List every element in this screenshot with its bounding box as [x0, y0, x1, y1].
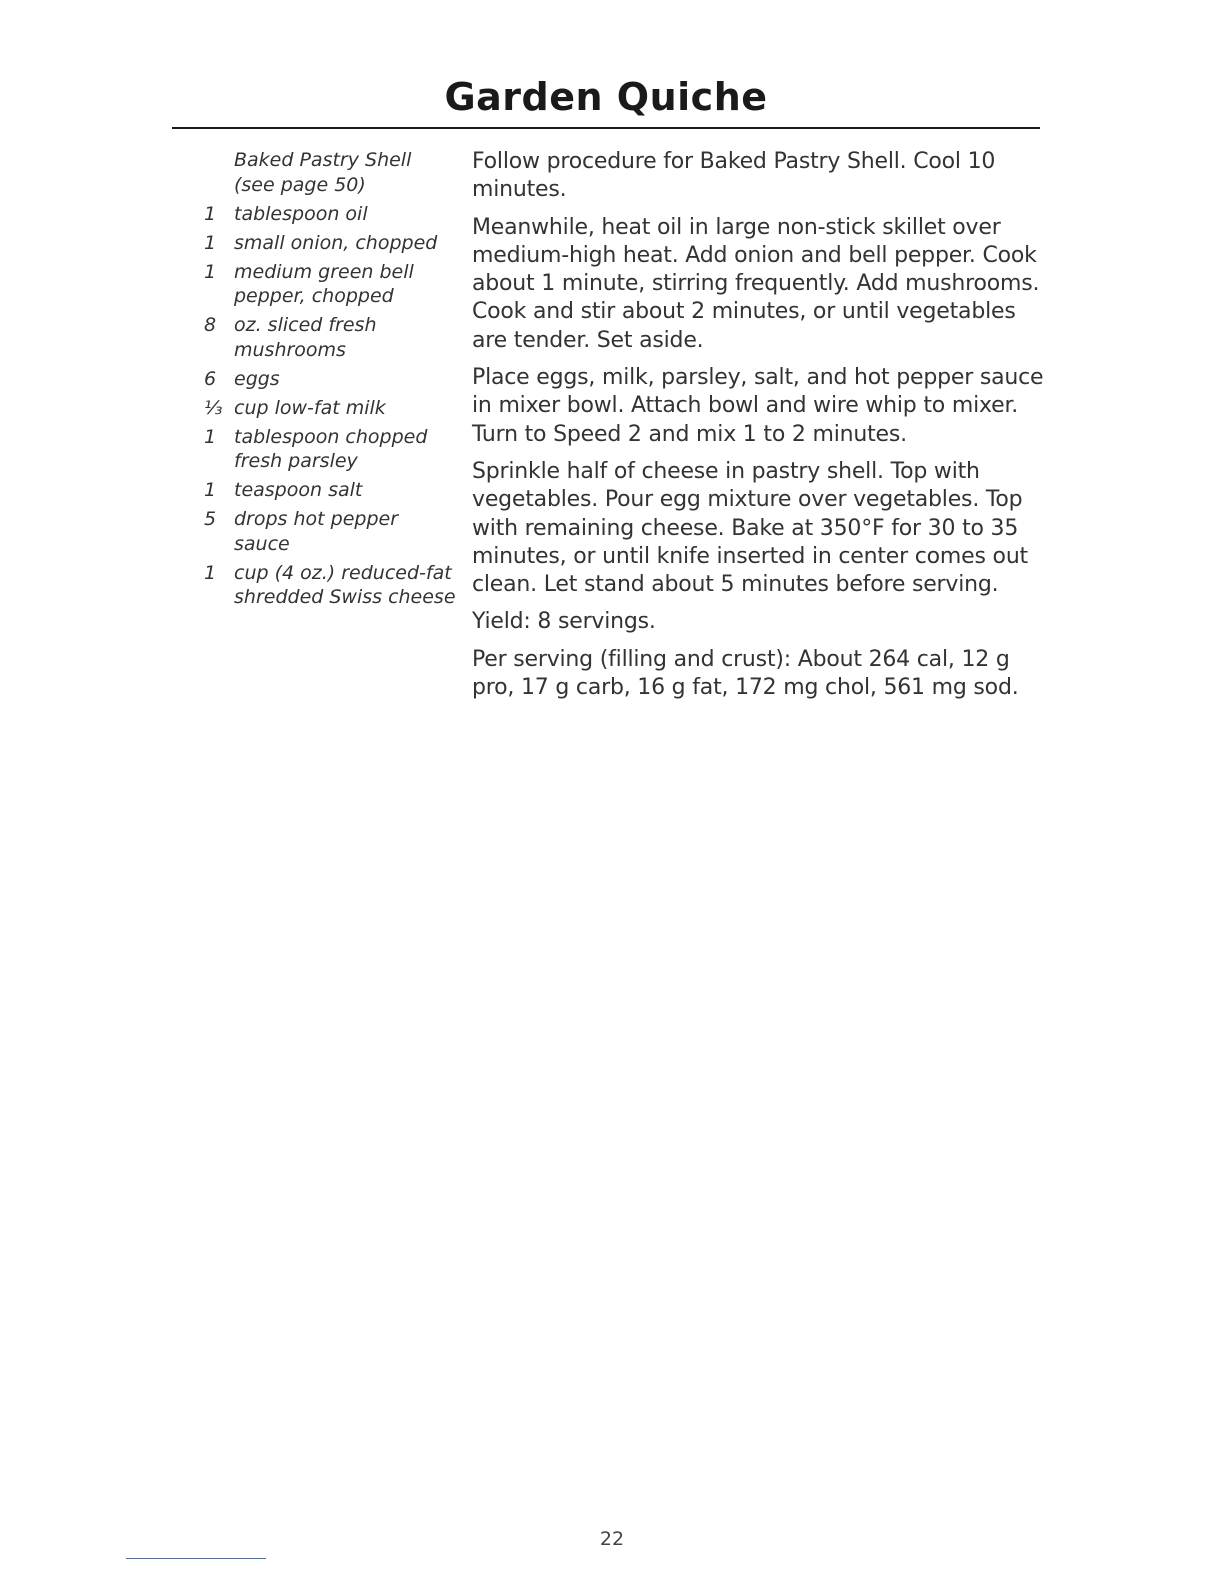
title-divider	[172, 127, 1040, 129]
nutrition-text: Per serving (filling and crust): About 264 cal, 12 g pro, 17 g carb, 16 g fat, 172 mg chol, 561 mg sod.	[472, 646, 1019, 701]
ingredient-item	[196, 561, 456, 610]
ingredient-quantity: 1	[204, 202, 217, 225]
method-paragraph: Follow procedure for Baked Pastry Shell. Cool 10 minutes.	[472, 149, 996, 203]
ingredient-quantity: 8	[204, 314, 217, 336]
ingredient-item	[196, 367, 456, 392]
method-section	[472, 148, 1044, 711]
ingredient-quantity: 1	[204, 425, 217, 448]
ingredient-text: eggs	[234, 367, 280, 390]
ingredient-text: cup (4 oz.) reduced-fat shredded Swiss cheese	[234, 561, 456, 608]
ingredient-quantity: 5	[204, 508, 217, 530]
ingredient-item	[196, 231, 456, 256]
yield-text: Yield: 8 servings.	[472, 609, 656, 635]
method-paragraph: Meanwhile, heat oil in large non-stick skillet over medium-high heat. Add onion and bell pepper. Cook about 1 minute, stirring frequently. Add mushrooms. Cook and stir about 2 minutes, or until vegetables are tender. Set aside.	[472, 214, 1040, 353]
ingredient-text: oz. sliced fresh mushrooms	[234, 314, 377, 361]
ingredient-text: small onion, chopped	[234, 231, 438, 254]
ingredient-text: cup low-fat milk	[234, 396, 386, 419]
ingredient-item	[196, 396, 456, 421]
ingredient-quantity: 1	[204, 231, 217, 254]
ingredient-item	[196, 202, 456, 227]
ingredient-quantity: 1	[204, 479, 217, 501]
ingredient-text: drops hot pepper sauce	[234, 508, 399, 555]
ingredient-item	[196, 260, 456, 309]
ingredient-quantity: 6	[204, 367, 217, 390]
page-number: 22	[599, 1528, 625, 1550]
footer-line	[126, 1558, 266, 1559]
method-paragraph: Place eggs, milk, parsley, salt, and hot pepper sauce in mixer bowl. Attach bowl and wire whip to mixer. Turn to Speed 2 and mix 1 to 2 minutes.	[472, 365, 1044, 447]
ingredient-item	[196, 507, 456, 556]
ingredient-text: tablespoon oil	[234, 202, 368, 225]
ingredient-text: tablespoon chopped fresh parsley	[234, 425, 428, 472]
recipe-title: Garden Quiche	[444, 75, 768, 119]
ingredient-quantity: ⅓	[204, 396, 223, 419]
ingredient-list	[196, 148, 456, 614]
ingredient-item	[196, 425, 456, 474]
ingredient-item	[196, 478, 456, 503]
ingredient-quantity: 1	[204, 260, 217, 283]
method-paragraph: Sprinkle half of cheese in pastry shell. Top with vegetables. Pour egg mixture over vegetables. Top with remaining cheese. Bake at 350°F for 30 to 35 minutes, or until knife inserted in center comes out clean. Let stand about 5 minutes before serving.	[472, 458, 1028, 598]
ingredient-text: medium green bell pepper, chopped	[234, 260, 414, 307]
ingredient-item	[196, 148, 456, 197]
ingredient-text: Baked Pastry Shell (see page 50)	[234, 149, 412, 196]
ingredient-text: teaspoon salt	[234, 479, 363, 501]
ingredient-item	[196, 313, 456, 362]
ingredient-quantity: 1	[204, 561, 217, 584]
